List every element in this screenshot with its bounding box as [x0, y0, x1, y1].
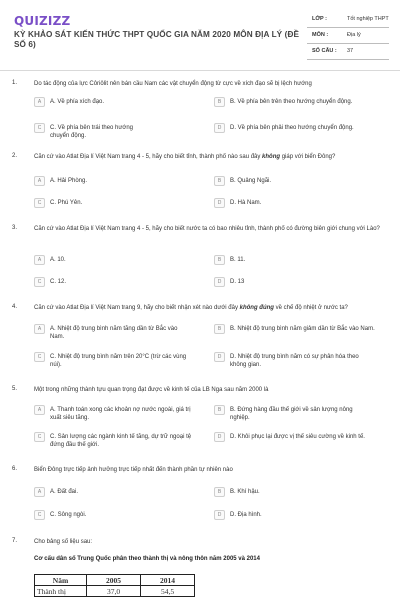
option-text: D. 13: [230, 279, 245, 285]
question-text: [34, 153, 386, 162]
question-text: Căn cứ vào Atlat Địa lí Việt Nam trang 4 - 5, hãy cho biết nước ta có bao nhiêu tỉnh, thành phố có đường biên giới chung với Lào?: [34, 226, 380, 232]
question-text: Một trong những thành tựu quan trọng đạt được về kinh tế của LB Nga sau năm 2000 là: [34, 387, 269, 393]
option-letter-box: C: [34, 277, 45, 287]
option-text: A. Đất đai.: [50, 489, 79, 495]
option-text: A. 10.: [50, 257, 66, 263]
worksheet-meta: [307, 12, 389, 60]
data-table: [34, 574, 195, 597]
table-cell: 54,5: [141, 586, 195, 597]
option-text: D. Về phía bên phải theo hướng chuyển động.: [230, 125, 354, 131]
meta-row-count: [307, 44, 389, 60]
meta-row-class: [307, 12, 389, 28]
option-text: C. 12.: [50, 279, 67, 285]
option-text: A. Về phía xích đạo.: [50, 99, 105, 105]
option-letter-box: D: [214, 123, 225, 133]
option-letter-box: C: [34, 352, 45, 362]
option-letter-box: A: [34, 255, 45, 265]
header-divider: [0, 70, 400, 71]
option-letter-box: A: [34, 487, 45, 497]
option-text: D. Khôi phục lại được vị thế siêu cường về kinh tế.: [230, 434, 365, 440]
table-header-cell: 2014: [141, 575, 195, 586]
option-letter-box: C: [34, 432, 45, 442]
option-text: C. Sản lượng các ngành kinh tế tăng, dự trữ ngoại tệ đứng đầu thế giới.: [50, 434, 192, 448]
meta-label: LỚP :: [312, 16, 327, 22]
option-text: C. Phú Yên.: [50, 200, 83, 206]
option-text: A. Nhiệt độ trung bình năm tăng dần từ Bắc vào Nam.: [50, 326, 178, 340]
question-text: Do tác động của lực Côriôlit nên bán cầu Nam các vật chuyển động từ cực về xích đạo sẽ bị lệch hướng: [34, 81, 312, 87]
option-letter-box: D: [214, 198, 225, 208]
option-text: B. Quảng Ngãi.: [230, 178, 272, 184]
option-text: B. Về phía bên trên theo hướng chuyển động.: [230, 99, 353, 105]
option-text: C. Sông ngòi.: [50, 512, 87, 518]
table-cell: 37,0: [87, 586, 141, 597]
option-text: B. Nhiệt độ trung bình năm giảm dần từ Bắc vào Nam.: [230, 326, 375, 332]
option-letter-box: D: [214, 352, 225, 362]
question-text: Biển Đông trực tiếp ảnh hưởng trực tiếp nhất đến thành phần tự nhiên nào: [34, 467, 233, 473]
option-text: C. Nhiệt độ trung bình năm trên 20°C (trừ các vùng núi).: [50, 354, 187, 368]
option-letter-box: B: [214, 97, 225, 107]
table-header-cell: Năm: [35, 575, 87, 586]
option-text: C. Về phía bên trái theo hướng chuyển động.: [50, 125, 134, 139]
question-number: 4.: [12, 304, 18, 310]
meta-value: Tốt nghiệp THPT: [347, 16, 389, 22]
meta-value: 37: [347, 48, 354, 54]
question-text: [34, 304, 386, 313]
option-text: D. Hà Nam.: [230, 200, 262, 206]
option-text: A. Hải Phòng.: [50, 178, 88, 184]
meta-row-subject: [307, 28, 389, 44]
meta-label: SỐ CÂU :: [312, 48, 337, 54]
option-text: D. Địa hình.: [230, 512, 262, 518]
table-row: [35, 586, 195, 597]
question-keyword: không: [262, 154, 281, 160]
option-text: B. Đứng hàng đầu thế giới về sản lượng nông nghiệp.: [230, 407, 353, 421]
option-letter-box: A: [34, 176, 45, 186]
option-letter-box: B: [214, 176, 225, 186]
option-text: D. Nhiệt độ trung bình năm có sự phân hóa theo không gian.: [230, 354, 359, 368]
option-letter-box: B: [214, 324, 225, 334]
option-letter-box: A: [34, 324, 45, 334]
option-letter-box: D: [214, 432, 225, 442]
option-text: B. 11.: [230, 257, 246, 263]
option-text: B. Khí hậu.: [230, 489, 260, 495]
option-letter-box: B: [214, 487, 225, 497]
worksheet-header: [10, 12, 390, 64]
option-letter-box: A: [34, 97, 45, 107]
question-number: 7.: [12, 538, 18, 544]
question-text-after: về chế độ nhiệt ở nước ta?: [273, 305, 348, 311]
option-letter-box: C: [34, 123, 45, 133]
worksheet-title: KỲ KHẢO SÁT KIẾN THỨC THPT QUỐC GIA NĂM 2020 MÔN ĐỊA LÝ (ĐỀ SỐ 6): [14, 30, 300, 49]
option-letter-box: D: [214, 510, 225, 520]
question-number: 2.: [12, 153, 18, 159]
table-caption: Cơ cấu dân số Trung Quốc phân theo thành thị và nông thôn năm 2005 và 2014: [34, 556, 260, 562]
option-letter-box: B: [214, 405, 225, 415]
question-text-after: giáp với biển Đông?: [280, 154, 336, 160]
question-number: 1.: [12, 80, 18, 86]
option-letter-box: B: [214, 255, 225, 265]
meta-value: Địa lý: [347, 32, 361, 38]
question-text-before: Căn cứ vào Atlat Địa lí Việt Nam trang 9, hãy cho biết nhận xét nào dưới đây: [34, 305, 240, 311]
option-letter-box: C: [34, 198, 45, 208]
quizizz-logo: QUIZIZZ: [14, 14, 71, 28]
question-keyword: không đúng: [239, 305, 274, 311]
option-letter-box: C: [34, 510, 45, 520]
question-text: Cho bảng số liệu sau:: [34, 539, 93, 545]
table-header-cell: 2005: [87, 575, 141, 586]
table-header-row: [35, 575, 195, 586]
meta-label: MÔN :: [312, 32, 329, 38]
table-row-label: Thành thị: [35, 586, 87, 597]
option-letter-box: A: [34, 405, 45, 415]
question-number: 5.: [12, 386, 18, 392]
question-text-before: Căn cứ vào Atlat Địa lí Việt Nam trang 4 - 5, hãy cho biết tỉnh, thành phố nào sau đây: [34, 154, 263, 160]
option-text: A. Thanh toán xong các khoản nợ nước ngoài, giá trị xuất siêu tăng.: [50, 407, 191, 421]
option-letter-box: D: [214, 277, 225, 287]
question-number: 6.: [12, 466, 18, 472]
question-number: 3.: [12, 225, 18, 231]
